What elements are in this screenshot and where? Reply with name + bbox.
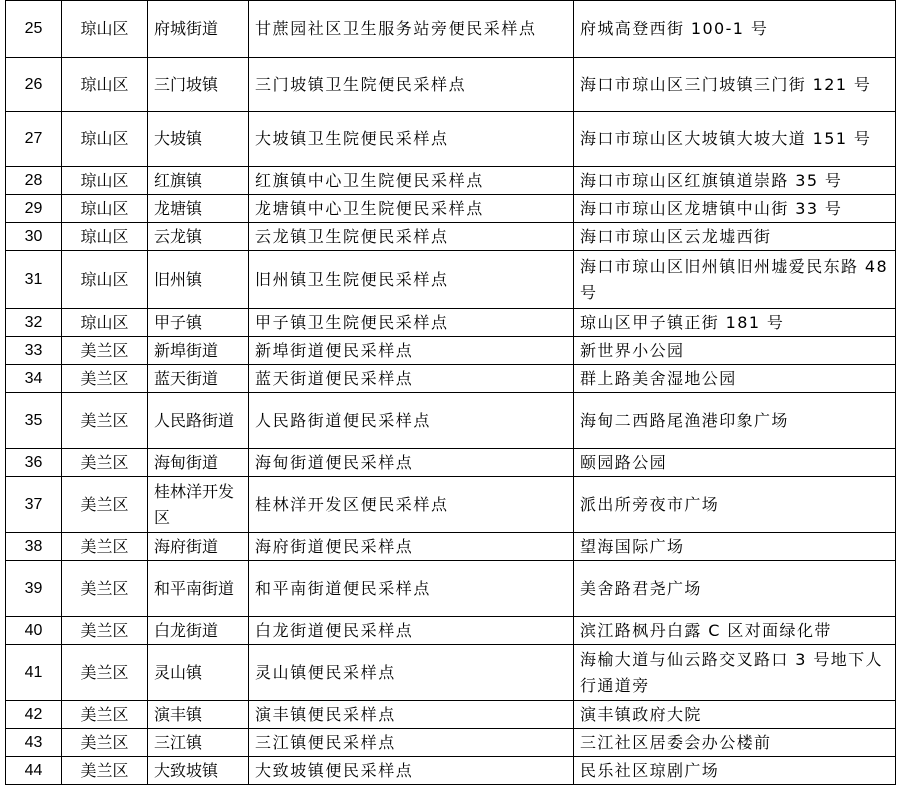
row-number-cell: 44	[6, 757, 62, 785]
district-cell: 琼山区	[62, 58, 148, 112]
district-cell: 琼山区	[62, 195, 148, 223]
address-cell: 颐园路公园	[574, 449, 896, 477]
sampling-site-cell: 三江镇便民采样点	[249, 729, 574, 757]
row-number-cell: 39	[6, 561, 62, 617]
town-cell: 新埠街道	[148, 337, 249, 365]
table-row	[6, 195, 896, 223]
address-cell: 府城高登西街 100-1 号	[574, 1, 896, 58]
town-cell: 大致坡镇	[148, 757, 249, 785]
district-cell: 美兰区	[62, 561, 148, 617]
sampling-site-cell: 甲子镇卫生院便民采样点	[249, 309, 574, 337]
sampling-site-cell: 云龙镇卫生院便民采样点	[249, 223, 574, 251]
town-cell: 人民路街道	[148, 393, 249, 449]
district-cell: 琼山区	[62, 309, 148, 337]
district-cell: 琼山区	[62, 251, 148, 309]
town-cell: 府城街道	[148, 1, 249, 58]
sampling-site-cell: 旧州镇卫生院便民采样点	[249, 251, 574, 309]
address-cell: 三江社区居委会办公楼前	[574, 729, 896, 757]
address-cell: 演丰镇政府大院	[574, 701, 896, 729]
table-body	[6, 1, 896, 785]
address-cell: 海口市琼山区三门坡镇三门街 121 号	[574, 58, 896, 112]
town-cell: 甲子镇	[148, 309, 249, 337]
town-cell: 灵山镇	[148, 645, 249, 701]
town-cell: 三江镇	[148, 729, 249, 757]
sampling-site-cell: 和平南街道便民采样点	[249, 561, 574, 617]
address-cell: 海榆大道与仙云路交叉路口 3 号地下人行通道旁	[574, 645, 896, 701]
address-cell: 海口市琼山区云龙墟西街	[574, 223, 896, 251]
table-row	[6, 757, 896, 785]
row-number-cell: 25	[6, 1, 62, 58]
row-number-cell: 41	[6, 645, 62, 701]
address-cell: 民乐社区琼剧广场	[574, 757, 896, 785]
sampling-site-cell: 红旗镇中心卫生院便民采样点	[249, 167, 574, 195]
sampling-site-cell: 海甸街道便民采样点	[249, 449, 574, 477]
district-cell: 美兰区	[62, 449, 148, 477]
sampling-site-cell: 龙塘镇中心卫生院便民采样点	[249, 195, 574, 223]
town-cell: 和平南街道	[148, 561, 249, 617]
district-cell: 美兰区	[62, 337, 148, 365]
town-cell: 海府街道	[148, 533, 249, 561]
row-number-cell: 27	[6, 112, 62, 167]
table-row	[6, 645, 896, 701]
table-row	[6, 393, 896, 449]
row-number-cell: 42	[6, 701, 62, 729]
table-row	[6, 1, 896, 58]
address-cell: 派出所旁夜市广场	[574, 477, 896, 533]
table-row	[6, 167, 896, 195]
row-number-cell: 30	[6, 223, 62, 251]
town-cell: 白龙街道	[148, 617, 249, 645]
district-cell: 美兰区	[62, 365, 148, 393]
address-cell: 海口市琼山区旧州镇旧州墟爱民东路 48 号	[574, 251, 896, 309]
district-cell: 美兰区	[62, 533, 148, 561]
row-number-cell: 40	[6, 617, 62, 645]
sampling-site-cell: 大坡镇卫生院便民采样点	[249, 112, 574, 167]
address-cell: 滨江路枫丹白露 C 区对面绿化带	[574, 617, 896, 645]
sampling-site-cell: 灵山镇便民采样点	[249, 645, 574, 701]
table-row	[6, 533, 896, 561]
address-cell: 美舍路君尧广场	[574, 561, 896, 617]
sampling-site-cell: 人民路街道便民采样点	[249, 393, 574, 449]
town-cell: 大坡镇	[148, 112, 249, 167]
table-row	[6, 58, 896, 112]
row-number-cell: 38	[6, 533, 62, 561]
table-row	[6, 729, 896, 757]
district-cell: 美兰区	[62, 757, 148, 785]
district-cell: 琼山区	[62, 112, 148, 167]
table-row	[6, 251, 896, 309]
district-cell: 美兰区	[62, 617, 148, 645]
sampling-site-cell: 海府街道便民采样点	[249, 533, 574, 561]
district-cell: 美兰区	[62, 729, 148, 757]
district-cell: 美兰区	[62, 701, 148, 729]
row-number-cell: 33	[6, 337, 62, 365]
town-cell: 红旗镇	[148, 167, 249, 195]
town-cell: 蓝天街道	[148, 365, 249, 393]
sampling-site-cell: 演丰镇便民采样点	[249, 701, 574, 729]
table-row	[6, 112, 896, 167]
table-row	[6, 309, 896, 337]
town-cell: 海甸街道	[148, 449, 249, 477]
town-cell: 桂林洋开发区	[148, 477, 249, 533]
district-cell: 美兰区	[62, 645, 148, 701]
town-cell: 龙塘镇	[148, 195, 249, 223]
row-number-cell: 36	[6, 449, 62, 477]
sampling-sites-table	[5, 0, 896, 785]
row-number-cell: 29	[6, 195, 62, 223]
table-row	[6, 365, 896, 393]
town-cell: 旧州镇	[148, 251, 249, 309]
town-cell: 演丰镇	[148, 701, 249, 729]
row-number-cell: 35	[6, 393, 62, 449]
district-cell: 琼山区	[62, 1, 148, 58]
address-cell: 海口市琼山区红旗镇道崇路 35 号	[574, 167, 896, 195]
table-row	[6, 449, 896, 477]
district-cell: 琼山区	[62, 223, 148, 251]
row-number-cell: 31	[6, 251, 62, 309]
sampling-site-cell: 三门坡镇卫生院便民采样点	[249, 58, 574, 112]
address-cell: 群上路美舍湿地公园	[574, 365, 896, 393]
table-row	[6, 477, 896, 533]
sampling-site-cell: 大致坡镇便民采样点	[249, 757, 574, 785]
row-number-cell: 37	[6, 477, 62, 533]
district-cell: 美兰区	[62, 393, 148, 449]
table-row	[6, 561, 896, 617]
address-cell: 海口市琼山区大坡镇大坡大道 151 号	[574, 112, 896, 167]
sampling-site-cell: 蓝天街道便民采样点	[249, 365, 574, 393]
row-number-cell: 34	[6, 365, 62, 393]
district-cell: 美兰区	[62, 477, 148, 533]
row-number-cell: 43	[6, 729, 62, 757]
address-cell: 望海国际广场	[574, 533, 896, 561]
sampling-site-cell: 甘蔗园社区卫生服务站旁便民采样点	[249, 1, 574, 58]
sampling-site-cell: 新埠街道便民采样点	[249, 337, 574, 365]
table-row	[6, 701, 896, 729]
table-row	[6, 617, 896, 645]
row-number-cell: 28	[6, 167, 62, 195]
address-cell: 琼山区甲子镇正街 181 号	[574, 309, 896, 337]
district-cell: 琼山区	[62, 167, 148, 195]
address-cell: 海口市琼山区龙塘镇中山街 33 号	[574, 195, 896, 223]
sampling-site-cell: 白龙街道便民采样点	[249, 617, 574, 645]
address-cell: 新世界小公园	[574, 337, 896, 365]
table-row	[6, 337, 896, 365]
row-number-cell: 26	[6, 58, 62, 112]
town-cell: 云龙镇	[148, 223, 249, 251]
table-row	[6, 223, 896, 251]
address-cell: 海甸二西路尾渔港印象广场	[574, 393, 896, 449]
town-cell: 三门坡镇	[148, 58, 249, 112]
sampling-site-cell: 桂林洋开发区便民采样点	[249, 477, 574, 533]
row-number-cell: 32	[6, 309, 62, 337]
